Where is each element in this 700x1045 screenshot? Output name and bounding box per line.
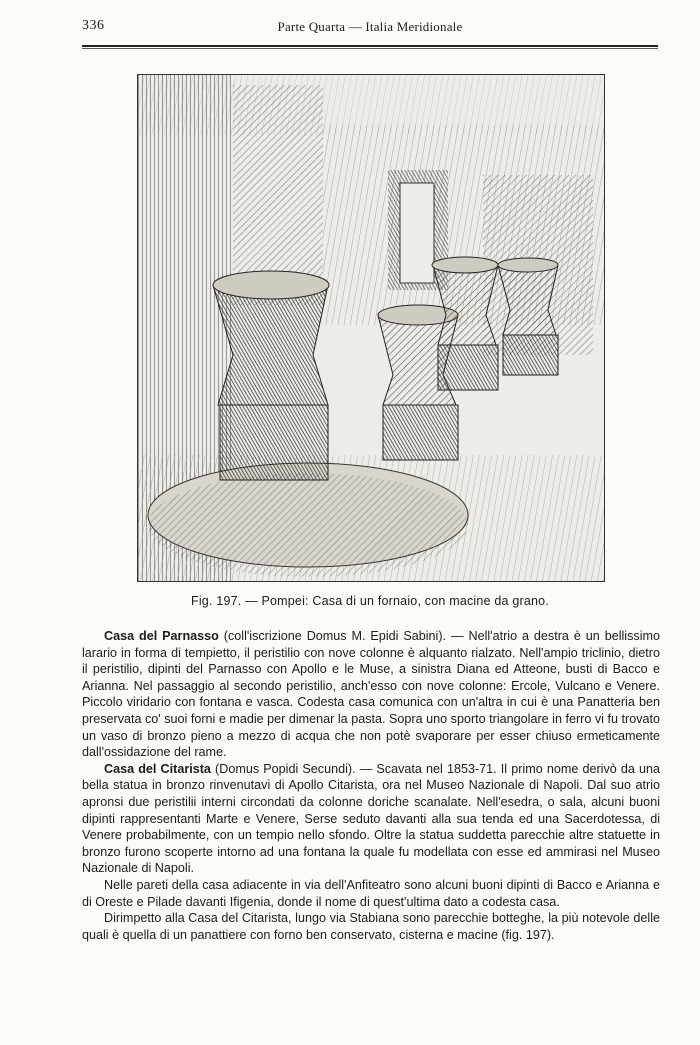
paragraph-body: Dirimpetto alla Casa del Citarista, lungo via Stabiana sono parecchie botteghe, la più notevole delle quali è quella di un panattiere con forno ben conservato, cisterna e macine (fig. 197). [82,911,660,942]
page-header [82,18,658,40]
paragraph-body: (Domus Popidi Secundi). — Scavata nel 1853-71. Il primo nome derivò da una bella statua in bronzo rinvenutavi di Apollo Citarista, ora nel Museo Nazionale di Napoli. Dal suo atrio apronsi due peristilii interni circondati da colonne doriche scanalate. Nell'esedra, o sala, alcuni buoni dipinti rappresentanti Marte e Venere, Serse seduto davanti alla sua tenda ed una Sacerdotessa, di Venere probabilmente, con un tempio nello sfondo. Oltre la statua suddetta parecchie altre statuette in bronzo furono scoperte intorno ad una fontana la quale fu modellata con esse ed ammirasi nel Museo Nazionale di Napoli. [82,761,660,876]
paragraph-casa-del-parnasso [82,628,660,761]
bakery-millstones-illustration [138,75,604,581]
figure-engraving [137,74,605,582]
paragraph-panattiere [82,910,660,943]
page-number: 336 [82,18,105,33]
paragraph-lead: Casa del Parnasso [104,629,219,643]
header-rule [82,45,658,47]
running-head: Parte Quarta — Italia Meridionale [277,19,463,34]
paragraph-casa-adiacente [82,877,660,910]
paragraph-body: (coll'iscrizione Domus M. Epidi Sabini). — Nell'atrio a destra è un bellissimo larario in forma di tempietto, il peristilio con nove colonne è alquanto rialzato. Nell'ampio triclinio, dietro il peristilio, dipinti del Parnasso con Apollo e le Muse, a sinistra Diana ed Atteone, busti di Bacco e Arianna. Nel passaggio al secondo peristilio, anch'esso con nove colonne: Ercole, Vulcano e Venere. Piccolo viridario con fontana e vasca. Codesta casa comunica con un'altra in cui è una Panatteria ben preservata co' suoi forni e madie per dimenar la pasta. Sopra uno sporto triangolare in ferro vi fu trovato un vaso di bronzo pieno a mezzo di acqua che non potè svaporare per esser chiuso ermeticamente dall'ossidazione del rame. [82,629,660,760]
paragraph-lead: Casa del Citarista [104,761,211,776]
paragraph-casa-del-citarista [82,761,660,877]
body-text [82,628,660,943]
paragraph-body: Nelle pareti della casa adiacente in via dell'Anfiteatro sono alcuni buoni dipinti di Bacco e Arianna e di Oreste e Pilade davanti Ifigenia, donde il nome di quest'ultima dato a codesta casa. [82,877,660,909]
header-rule-thin [82,48,658,49]
figure-caption: Fig. 197. — Pompei: Casa di un fornaio, con macine da grano. [190,594,550,608]
